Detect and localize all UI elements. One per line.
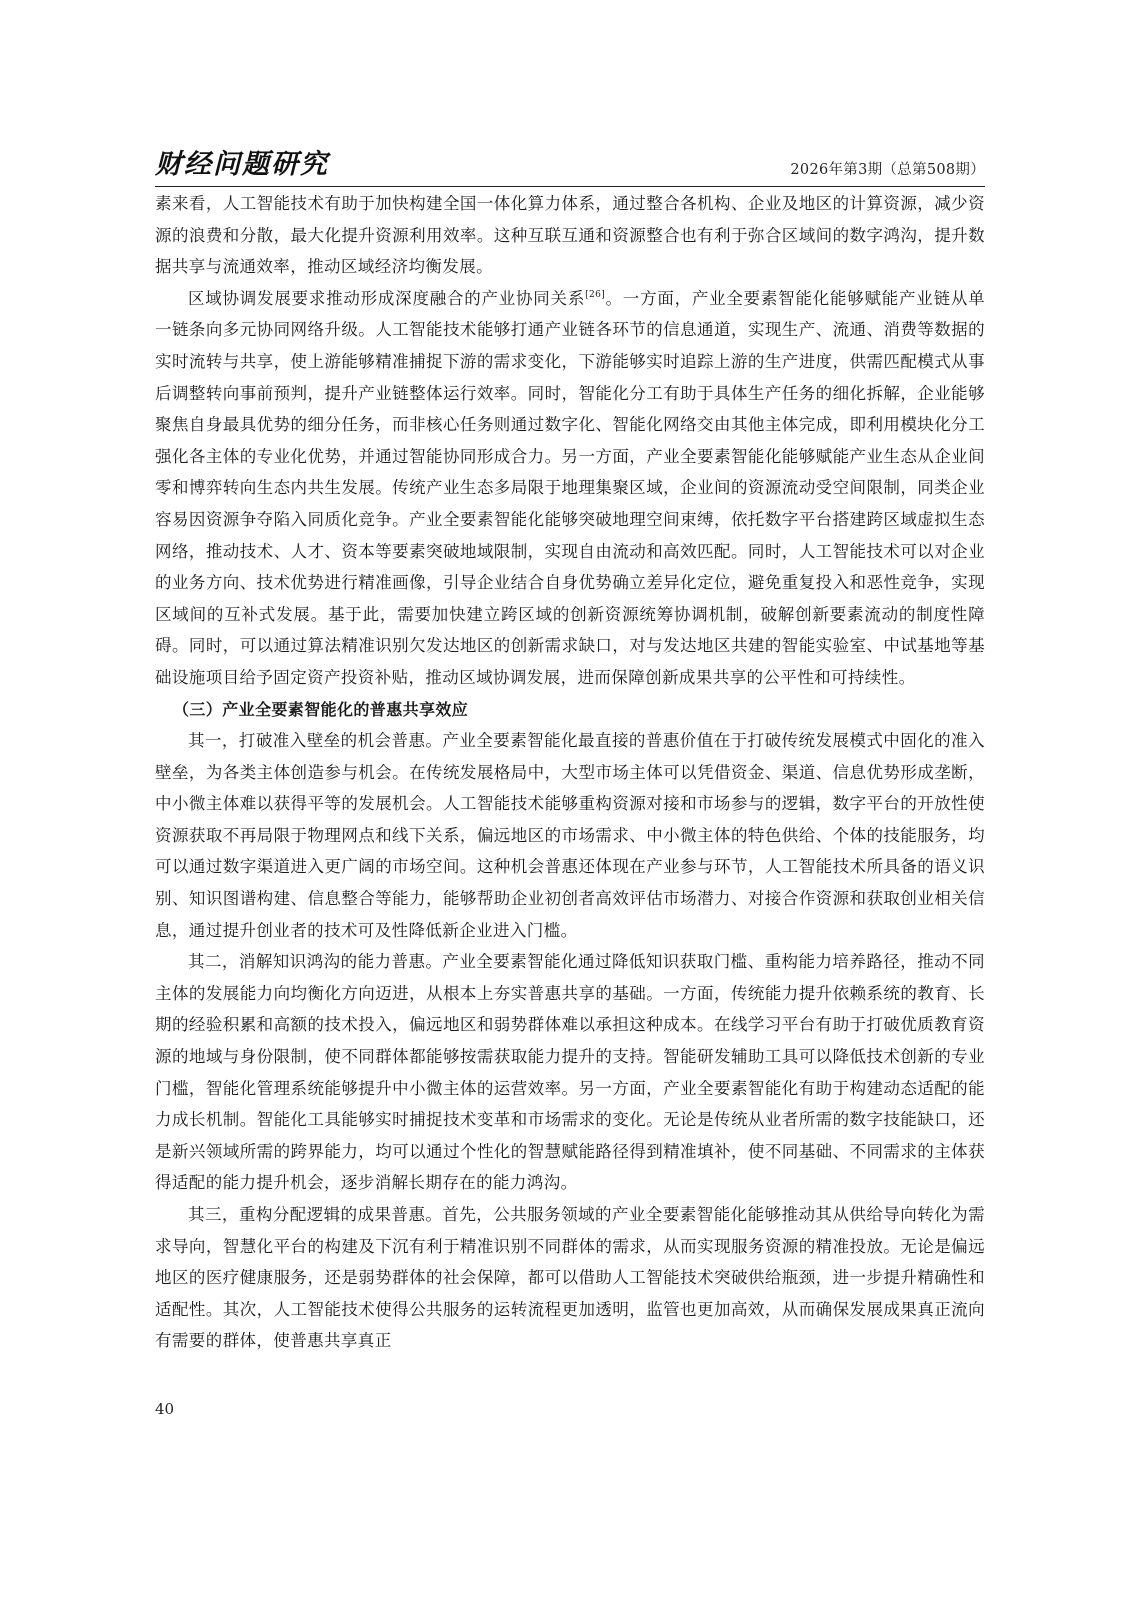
page-number: 40 <box>155 1400 175 1418</box>
paragraph-outcome: 其三，重构分配逻辑的成果普惠。首先，公共服务领域的产业全要素智能化能够推动其从供给导向转化为需求导向，智慧化平台的构建及下沉有利于精准识别不同群体的需求，从而实现服务资源的精准投放。无论是偏远地区的医疗健康服务，还是弱势群体的社会保障，都可以借助人工智能技术突破供给瓶颈，进一步提升精确性和适配性。其次，人工智能技术使得公共服务的运转流程更加透明，监管也更加高效，从而确保发展成果真正流向有需要的群体，使普惠共享真正 <box>155 1205 985 1351</box>
issue-info: 2026年第3期（总第508期） <box>790 162 985 178</box>
paragraph-continuation: 素来看，人工智能技术有助于加快构建全国一体化算力体系，通过整合各机构、企业及地区的计算资源，减少资源的浪费和分散，最大化提升资源利用效率。这种互联互通和资源整合也有利于弥合区域间的数字鸿沟，提升数据共享与流通效率，推动区域经济均衡发展。 <box>155 194 985 277</box>
section-heading: （三）产业全要素智能化的普惠共享效应 <box>173 699 469 719</box>
paragraph-text: 区域协调发展要求推动形成深度融合的产业协同关系 <box>188 288 586 308</box>
journal-title-logo: 财经问题研究 <box>155 149 329 180</box>
article-body <box>155 188 985 1357</box>
paragraph-text: 。一方面，产业全要素智能化能够赋能产业链从单一链条向多元协同网络升级。人工智能技术能够打通产业链各环节的信息通道，实现生产、流通、消费等数据的实时流转与共享，使上游能够精准捕捉下游的需求变化，下游能够实时追踪上游的生产进度，供需匹配模式从事后调整转向事前预判，提升产业链整体运行效率。同时，智能化分工有助于具体生产任务的细化拆解，企业能够聚焦自身最具优势的细分任务，而非核心任务则通过数字化、智能化网络交由其他主体完成，即利用模块化分工强化各主体的专业化优势，并通过智能协同形成合力。另一方面，产业全要素智能化能够赋能产业生态从企业间零和博弈转向生态内共生发展。传统产业生态多局限于地理集聚区域，企业间的资源流动受空间限制，同类企业容易因资源争夺陷入同质化竞争。产业全要素智能化能够突破地理空间束缚，依托数字平台搭建跨区域虚拟生态网络，推动技术、人才、资本等要素突破地域限制，实现自由流动和高效匹配。同时，人工智能技术可以对企业的业务方向、技术优势进行精准画像，引导企业结合自身优势确立差异化定位，避免重复投入和恶性竞争，实现区域间的互补式发展。基于此，需要加快建立跨区域的创新资源统筹协调机制，破解创新要素流动的制度性障碍。同时，可以通过算法精准识别欠发达地区的创新需求缺口，对与发达地区共建的智能实验室、中试基地等基础设施项目给予固定资产投资补贴，推动区域协调发展，进而保障创新成果共享的公平性和可持续性。 <box>155 288 985 687</box>
citation-reference[interactable]: [26] <box>585 289 606 300</box>
page-header <box>155 140 985 187</box>
paragraph-opportunity: 其一，打破准入壁垒的机会普惠。产业全要素智能化最直接的普惠价值在于打破传统发展模式中固化的准入壁垒，为各类主体创造参与机会。在传统发展格局中，大型市场主体可以凭借资金、渠道、信息优势形成垄断，中小微主体难以获得平等的发展机会。人工智能技术能够重构资源对接和市场参与的逻辑，数字平台的开放性使资源获取不再局限于物理网点和线下关系，偏远地区的市场需求、中小微主体的特色供给、个体的技能服务，均可以通过数字渠道进入更广阔的市场空间。这种机会普惠还体现在产业参与环节，人工智能技术所具备的语义识别、知识图谱构建、信息整合等能力，能够帮助企业初创者高效评估市场潜力、对接合作资源和获取创业相关信息，通过提升创业者的技术可及性降低新企业进入门槛。 <box>155 731 985 940</box>
paragraph-regional-coordination <box>155 283 985 694</box>
paragraph-capability: 其二，消解知识鸿沟的能力普惠。产业全要素智能化通过降低知识获取门槛、重构能力培养路径，推动不同主体的发展能力向均衡化方向迈进，从根本上夯实普惠共享的基础。一方面，传统能力提升依赖系统的教育、长期的经验积累和高额的技术投入，偏远地区和弱势群体难以承担这种成本。在线学习平台有助于打破优质教育资源的地域与身份限制，使不同群体都能够按需获取能力提升的支持。智能研发辅助工具可以降低技术创新的专业门槛，智能化管理系统能够提升中小微主体的运营效率。另一方面，产业全要素智能化有助于构建动态适配的能力成长机制。智能化工具能够实时捕捉技术变革和市场需求的变化。无论是传统从业者所需的数字技能缺口，还是新兴领域所需的跨界能力，均可以通过个性化的智慧赋能路径得到精准填补，使不同基础、不同需求的主体获得适配的能力提升机会，逐步消解长期存在的能力鸿沟。 <box>155 952 985 1193</box>
